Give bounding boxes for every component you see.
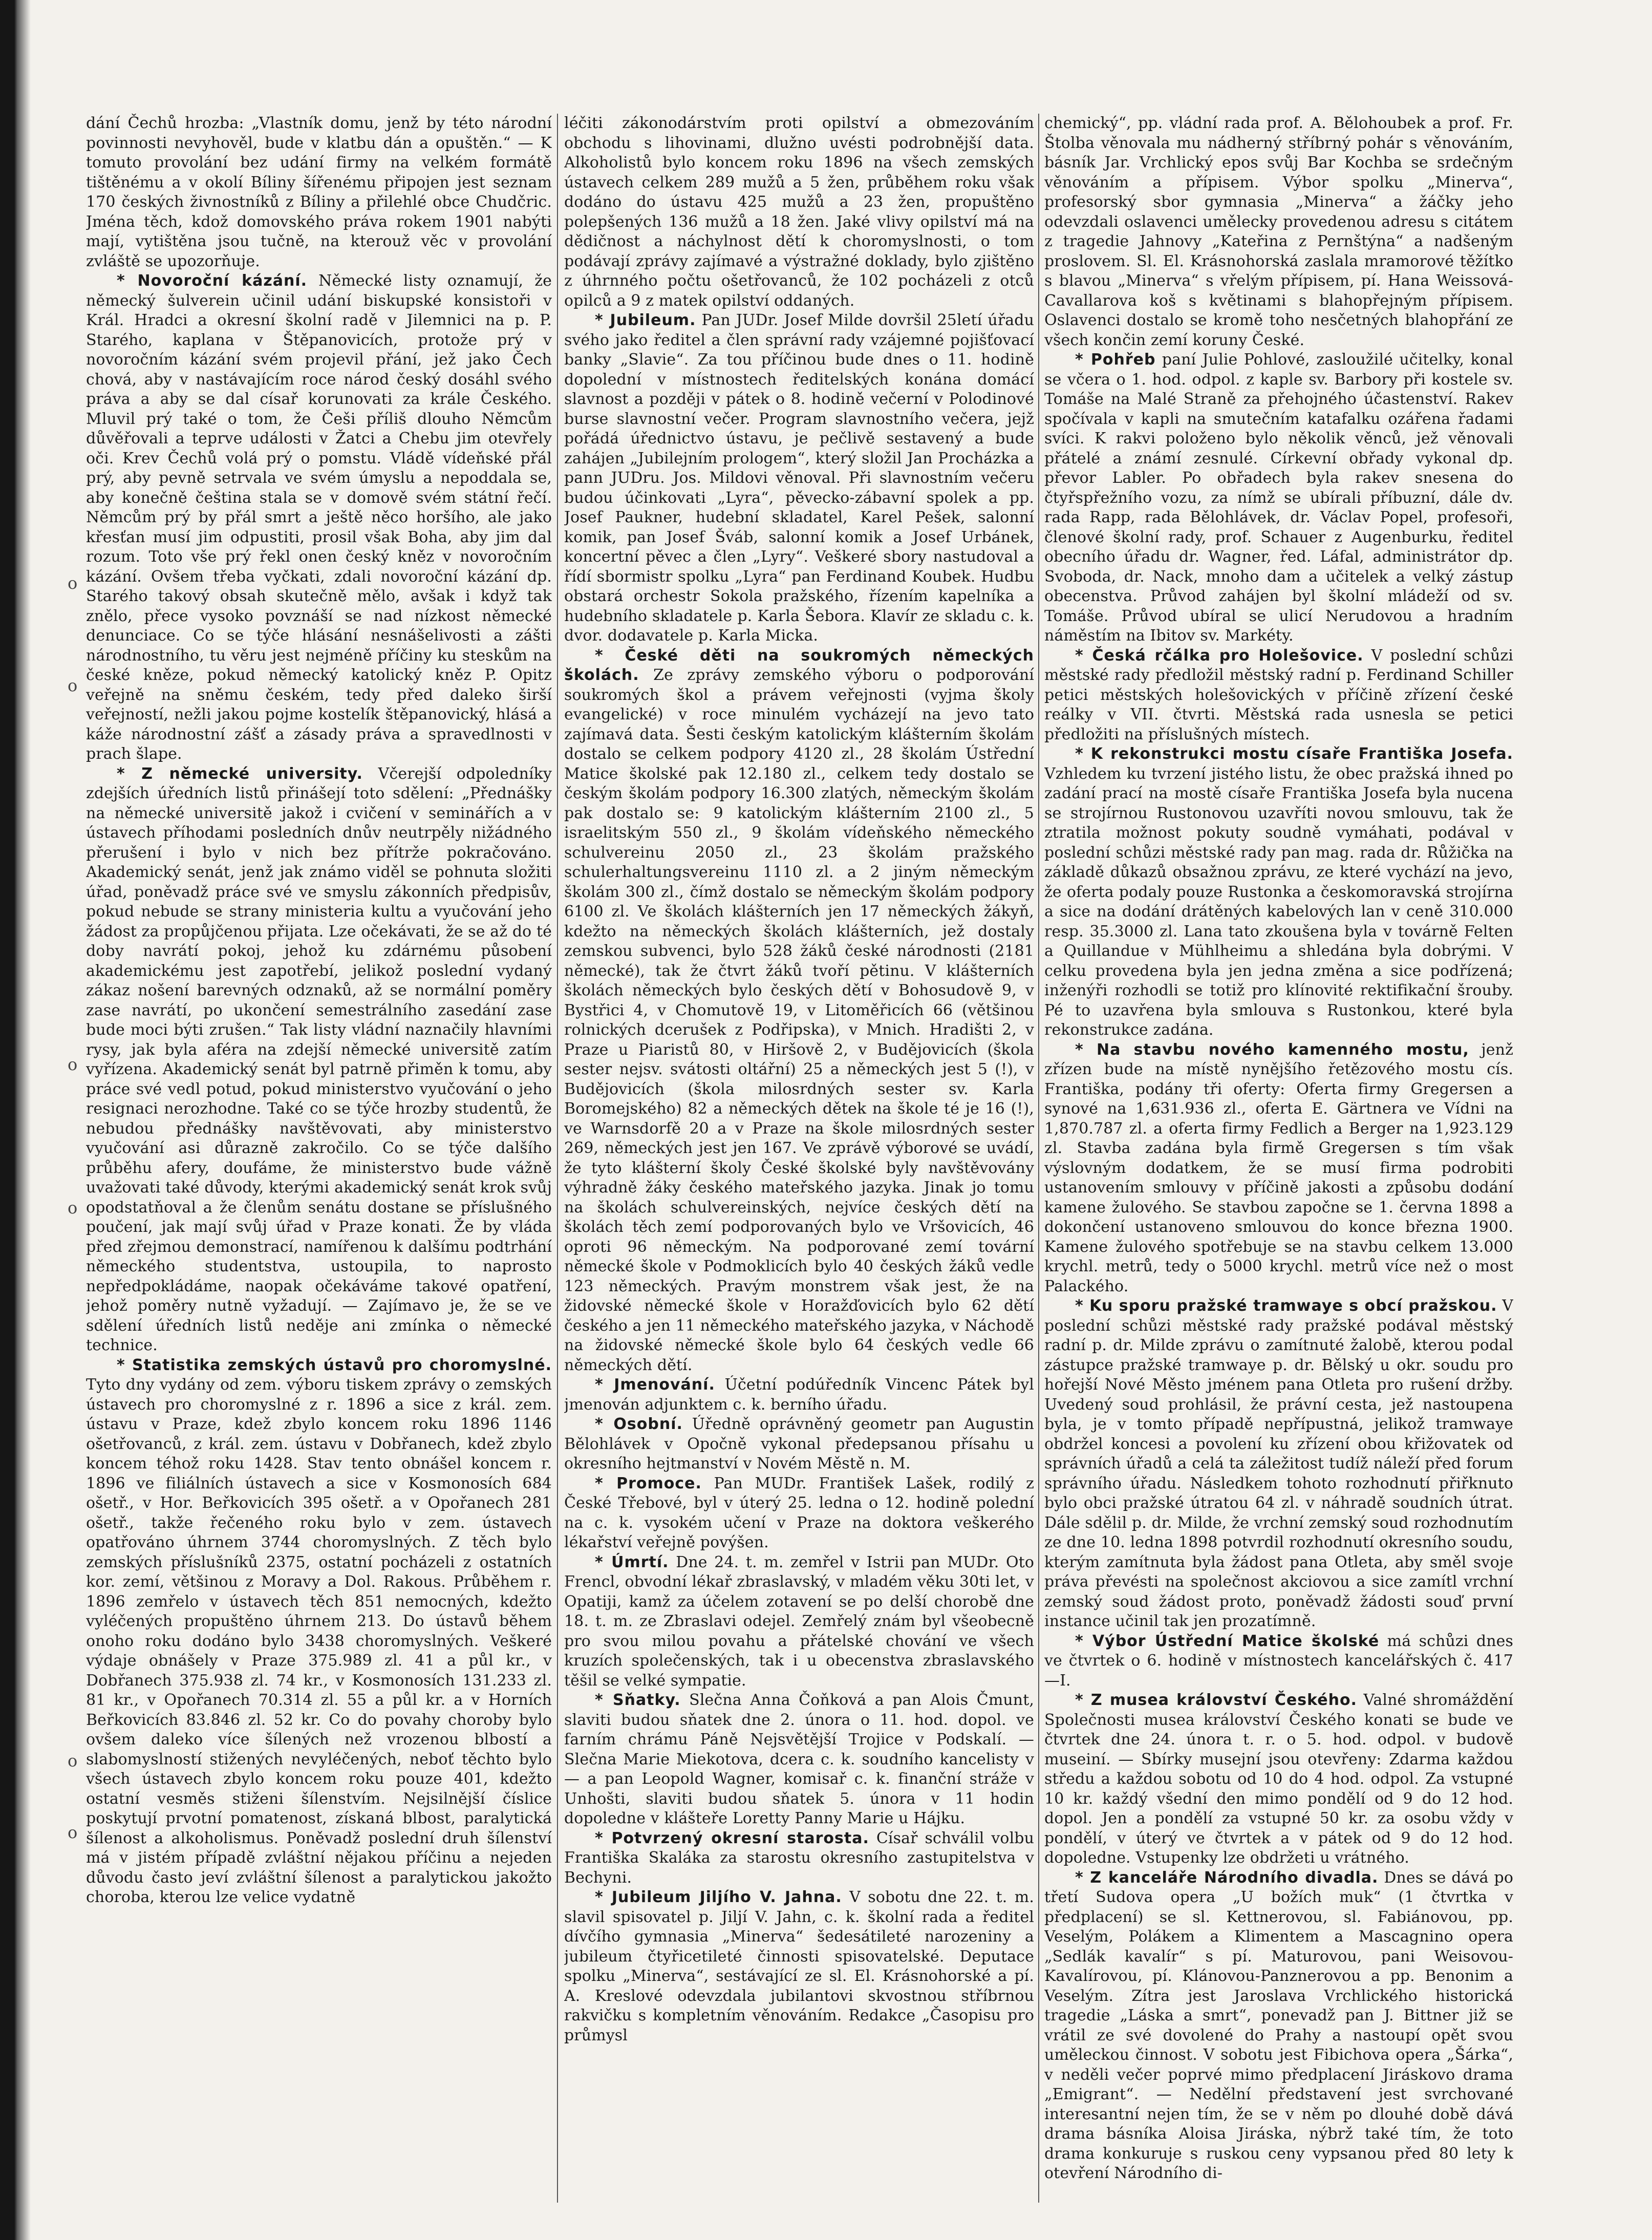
article (86, 114, 552, 271)
article-heading: * Potvrzený okresní starosta. (595, 1829, 869, 1847)
article-heading: * Z kanceláře Národního divadla. (1075, 1868, 1379, 1887)
article (86, 271, 552, 764)
article (1044, 744, 1513, 1040)
article-text: Dne 24. t. m. zemřel v Istrii pan MUDr. Oto Frencl, obvodní lékař zbraslavský, v mladém věku 30ti let, v Opatiji, kamž za účelem zotavení se po delší chorobě dne 18. t. m. ze Zbraslavi odejel. Zemřelý znám byl všeobecně pro svou milou povahu a přátelské chování ve všech kruzích společenských, tak i u obecenstva zbraslavského těšil se velké sympatie. (564, 1553, 1034, 1690)
article-text: Pan JUDr. Josef Milde dovršil 25letí úřadu svého jako ředitel a člen správní rady vzájemné pojišťovací banky „Slavie“. Za tou příčinou bude dnes o 11. hodině dopolední v místnostech ředitelských konána domácí slavnost a později v pátek o 8. hodině večerní v Polodinové burse slavnostní večer. Program slavnostního večera, jejž pořádá úřednictvo ústavu, je pečlivě sestavený a bude zahájen „Jubilejním prologem“, který složil Jan Procházka a pann JUDru. Jos. Mildovi věnoval. Při slavnostním večeru budou účinkovati „Lyra“, pěvecko-zábavní spolek a pp. Josef Paukner, hudební skladatel, Karel Pešek, salonní komik, pan Josef Šváb, salonní komik a Josef Urbánek, koncertní pěvec a člen „Lyry“. Veškeré sbory nastudoval a řídí sbormistr spolku „Lyra“ pan Ferdinand Koubek. Hudbu obstará orchestr Sokola pražského, řízením kapelníka a hudebního skladatele p. Karla Šebora. Klavír ze skladu c. k. dvor. dodavatele p. Karla Micka. (564, 311, 1034, 645)
article (86, 1356, 552, 1908)
article-heading: * Jubileum Jiljího V. Jahna. (595, 1888, 842, 1906)
column-1 (86, 114, 552, 2203)
article-text: Slečna Anna Čoňková a pan Alois Čmunt, slaviti budou sňatek dne 2. února o 11. hod. dopol. ve farním chrámu Páně Nejsvětější Trojice v Podskalí. — Slečna Marie Miekotova, dcera c. k. soudního kancelisty v — a pan Leopold Wagner, komisař c. k. finanční stráže v Unhošti, slaviti budou sňatek 5. února v 11 hodin dopoledne v klášteře Loretty Panny Marie u Hájku. (564, 1691, 1034, 1827)
article (1044, 1040, 1513, 1297)
margin-mark: o (68, 676, 78, 695)
article (1044, 1868, 1513, 2184)
article (564, 1553, 1034, 1691)
article-text: chemický“, pp. vládní rada prof. A. Bělohoubek a prof. Fr. Štolba věnovala mu nádherný stříbrný pohár s věnováním, básník Jar. Vrchlický epos svůj Bar Kochba se srdečným věnováním a přípisem. Výbor spolku „Minerva“, profesorský sbor gymnasia „Minerva“ a žáčky jeho odevzdali oslavenci umělecky provedenou adresu s citátem z tragedie Jahnovy „Kateřina z Pernštýna“ a nadšeným proslovem. Sl. El. Krásnohorská zaslala mramorové těžítko s blavou „Minerva“ s vřelým přípisem, pí. Hana Weissová-Cavallarova koš s květinami s blahopřejným přípisem. Oslavenci dostalo se kromě toho nesčetných blahopřání ze všech končin zemí koruny České. (1044, 114, 1513, 349)
margin-mark: o (68, 1198, 78, 1218)
column-2 (564, 114, 1034, 2203)
article-text: Tyto dny vydány od zem. výboru tiskem zprávy o zemských ústavech pro choromyslné z r. 1896 a sice z král. zem. ústavu v Praze, kdež zbylo koncem roku 1896 1146 ošetřovanců, z král. zem. ústavu v Dobřanech, kdež zbylo koncem téhož roku 1428. Stav tento obnášel koncem r. 1896 ve filiálních ústavech a sice v Kosmonosích 684 ošetř., v Hor. Beřkovicích 395 ošetř. a v Opořanech 281 ošetř., takže řečeného roku bylo v zem. ústavech opatřováno úhrnem 3744 choromyslných. Z těch bylo zemských příslušníků 2375, ostatní pocházeli z ostatních kor. zemí, většinou z Moravy a Dol. Rakous. Průběhem r. 1896 zemřelo v ústavech těch 851 nemocných, kdežto vyléčených propuštěno úhrnem 213. Do ústavů během onoho roku dodáno bylo 3438 choromyslných. Veškeré výdaje obnášely v Praze 375.989 zl. 41 a půl kr., v Dobřanech 375.938 zl. 74 kr., v Kosmonosích 131.233 zl. 81 kr., v Opořanech 70.314 zl. 55 a půl kr. a v Horních Beřkovicích 83.846 zl. 52 kr. Co do povahy choroby bylo ovšem daleko více šílených než vrozenou blbostí a slabomyslností stižených nevyléčených, neboť těchto bylo všech ústavech zbylo koncem roku pouze 401, kdežto ostatní vesměs stiženi šílenstvím. Nejsilnější číslice poskytují prvotní pomatenost, získaná blbost, paralytická šílenost a alkoholismus. Poněvadž poslední druh šílenství má v jistém případě zvláštní nějakou příčinu a nejeden důvodu často jeví zvláštní šílenost a paralytickou jakožto choroba, kterou lze velice vydatně (86, 1376, 552, 1906)
article-heading: * Úmrtí. (595, 1553, 669, 1571)
article-heading: * Jubileum. (595, 311, 696, 329)
article (1044, 1691, 1513, 1868)
margin-mark: o (68, 573, 78, 593)
article-heading: * Na stavbu nového kamenného mostu, (1075, 1040, 1469, 1059)
article (564, 646, 1034, 1376)
article-text: dání Čechů hrozba: „Vlastník domu, jenž by této národní povinnosti nevyhověl, bude v klatbu dán a opuštěn.“ — K tomuto provolání bez udání firmy na velkém formátě tištěnému a v okolí Bíliny šířenému připojen jest seznam 170 českých živnostníků z Bíliny a přilehlé obce Chudčric. Jména těch, kdož domovského práva rokem 1901 nabýti mají, vytištěna jsou tučně, na kterouž věc v provolání zvláště se upozorňuje. (86, 114, 552, 270)
article-heading: * Pohřeb (1075, 351, 1156, 369)
article-heading: * Výbor Ústřední Matice školské (1075, 1632, 1380, 1650)
article-heading: * Jmenování. (595, 1376, 715, 1394)
article (1044, 646, 1513, 745)
article (564, 1415, 1034, 1474)
article-text: jenž zřízen bude na místě nynějšího řetězového mostu cís. Františka, podány tři oferty: Oferta firmy Gregersen a synové na 1,631.936 zl., oferta E. Gärtnera ve Vídni na 1,870.787 zl. a oferta firmy Fedlich a Berger na 1,923.129 zl. Stavba zadána byla firmě Gregersen s tím však výslovným dodatkem, že se musí firma podrobiti ustanovením smlouvy v příčině jakosti a způsobu dodání kamene žulového. Se stavbou započne se 1. června 1898 a dokončení ustanoveno smlouvou do konce března 1900. Kamene žulového spotřebuje se na stavbu celkem 13.000 krychl. metrů, tedy o 5000 krychl. metrů více než o most Palackého. (1044, 1040, 1513, 1295)
margin-mark: o (68, 1055, 78, 1074)
article-text: Včerejší odpoledníky zdejších úředních listů přinášejí toto sdělení: „Přednášky na německé universitě jakož i cvičení v seminářích a v ústavech příhodami posledních dnův neutrpěly nižádného přerušení i bylo v nich bez přítrže pokračováno. Akademický senát, jenž jak známo viděl se pohnuta složiti úřad, poněvadž práce své ve smyslu zákonních předpisův, pokud nebude se strany ministeria kultu a vyučování jeho žádost za propůjčenou přijata. Lze očekávati, že se až do té doby navrátí pokoj, jehož ku zdárnému působení akademickému jest zapotřebí, jelikož poslední vydaný zákaz nošení barevných odznaků, až se normální poměry zase navrátí, po ukončení semestrálního zasedání zase bude moci býti zrušen.“ Tak listy vládní naznačily hlavními rysy, jak byla aféra na zdejší německé universitě zatím vyřízena. Akademický senát byl patrně přiměn k tomu, aby práce své vedl potud, pokud ministerstvo vyučování o jeho resignaci nerozhodne. Také co se týče hrozby studentů, že nebudou přednášky navštěvovati, aby ministerstvo vyučování asi důrazně zakročilo. Co se týče dalšího průběhu afery, doufáme, že ministerstvo bude vážně uvažovati také důvody, kterými akademický senát krok svůj opodstatňoval a že členům senátu dostane se příslušného poučení, jak mají svůj úřad v Praze konati. Že by vláda před zřejmou demonstrací, namířenou k dalšímu podtrhání německého studentstva, ustoupila, to naprosto nepředpokládáme, naopak očekáváme takové opatření, jehož poměry nutně vyžadují. — Zajímavo je, že se ve sdělení úředních listů neděje ani zmínka o německé technice. (86, 764, 552, 1354)
article-text: V poslední schůzi městské rady předložil městský radní p. Ferdinand Schiller petici městských holešovických v příčině zřízení české reálky v VII. čtvrti. Městská rada usnesla se petici předložiti na příslušných místech. (1044, 646, 1513, 743)
article-heading: * Statistika zemských ústavů pro choromyslné. (117, 1356, 552, 1374)
article-text: V sobotu dne 22. t. m. slavil spisovatel p. Jiljí V. Jahn, c. k. školní rada a ředitel dívčího gymnasia „Minerva“ šedesátileté narozeniny a jubileum čtyřicetileté činnosti spisovatelské. Deputace spolku „Minerva“, sestávající ze sl. El. Krásnohorské a pí. A. Kreslové odevzdala jubilantovi skvostnou stříbrnou rakvičku s kompletním věnováním. Redakce „Časopisu pro průmysl (564, 1888, 1034, 2044)
margin-mark: o (68, 1751, 78, 1770)
article-text: Úředně oprávněný geometr pan Augustin Bělohlávek v Opočně vykonal předepsanou přísahu u okresního hejtmanství v Novém Městě n. M. (564, 1415, 1034, 1473)
article (86, 764, 552, 1356)
article-text: Ze zprávy zemského výboru o podporování soukromých škol a právem veřejnosti (vyjma školy evangelické) v roce minulém vycházejí na jevo tato zajímavá data. Šesti českým katolickým klášterním školám dostalo se celkem podpory 4120 zl., 28 školám Ústřední Matice školské pak 12.180 zl., celkem tedy dostalo se českým školám podpory 16.300 zlatých, německým školám pak dostalo se: 9 katolickým klášterním 2100 zl., 5 israelitským 550 zl., 9 školám vídeňského německého schulvereinu 2050 zl., 23 školám pražského schulerhaltungsvereinu 1110 zl. a 2 jiným německým školám 300 zl., čímž dostalo se německým školám podpory 6100 zl. Ve školách klášterních jen 17 německých žákyň, kdežto na německých školách klášterních, jež dostaly zemskou subvenci, bylo 528 žáků české národnosti (2181 německé), tak že čtvrt žáků tvoří pětinu. V klášterních školách německých bylo českých dětí v Bohosudově 9, v Bystřici 4, v Chomutově 19, v Litoměřicích 66 (většinou rolnických dcerušek z Podřipska), v Mnich. Hradišti 2, v Praze u Piaristů 80, v Hiršově 2, v Budějovicích (škola sester nejsv. svátosti oltářní) 25 a německých jest 5 (!), v Budějovicích (škola milosrdných sester sv. Karla Boromejského) 82 a německých dětek na škole té je 16 (!), ve Warnsdorfě 20 a v Praze na škole milosrdných sester 269, německých jest jen 167. Ve zprávě výborové se uvádí, že tyto klášterní školy České školské byly navštěvovány výhradně žáky českého mateřského jazyka. Jinak jo tomu na školách schulvereinských, nejvíce českých dětí na školách těch zemí podporovaných bylo ve Vršovicích, 46 oproti 96 německým. Na podporované zemí tovární německé škole v Podmoklicích bylo 40 českých žáků vedle 123 německých. Pravým monstrem však jest, že na židovské německé škole v Horažďovicích bylo 62 dětí českého a jen 11 německého mateřského jazyka, v Náchodě na židovské německé škole bylo 64 českých vedle 66 německých dětí. (564, 666, 1034, 1374)
article-heading: * Česká rčálka pro Holešovice. (1075, 646, 1364, 665)
article-heading: * K rekonstrukci mostu císaře Františka Josefa. (1075, 745, 1513, 763)
article-heading: * Promoce. (595, 1474, 702, 1492)
article-heading: * Z musea království Českého. (1075, 1691, 1357, 1709)
margin-mark: o (68, 1823, 78, 1842)
scan-edge (0, 0, 46, 2240)
article (564, 114, 1034, 311)
article-heading: * Osobní. (595, 1415, 683, 1433)
article (564, 1691, 1034, 1829)
article-text: má schůzi dnes ve čtvrtek o 6. hodině v místnostech kancelářských č. 417—I. (1044, 1632, 1513, 1690)
article (1044, 1296, 1513, 1632)
article-text: léčiti zákonodárstvím proti opilství a obmezováním obchodu s lihovinami, dlužno uvésti podrobnější data. Alkoholistů bylo koncem roku 1896 na všech zemských ústavech celkem 289 mužů a 5 žen, průběhem roku však dodáno do ústavu 425 mužů a 23 žen, propuštěno polepšených 136 mužů a 18 žen. Jaké vlivy opilství má na dědičnost a náchylnost dětí k choromyslnosti, o tom podávají zprávy zajímavé a výstražné doklady, bylo zjištěno z úhrnného počtu ošetřovanců, že 102 pocházeli z otců opilců a 9 z matek opilství oddaných. (564, 114, 1034, 310)
article-heading: * Novoroční kázání. (117, 272, 308, 290)
article (1044, 350, 1513, 646)
article-heading: * Ku sporu pražské tramwaye s obcí pražskou. (1075, 1297, 1497, 1315)
column-3 (1044, 114, 1513, 2203)
article (564, 1829, 1034, 1888)
article (564, 311, 1034, 646)
article-text: Německé listy oznamují, že německý šulverein učinil udání biskupské konsistoři v Král. Hradci a okresní školní radě v Jilemnici na p. P. Starého, kaplana v Štěpanovicích, protože prý v novoročním kázání svém projevil přání, jež jako Čech chová, aby v nastávajícím roce národ český dosáhl svého práva a aby se dal císař korunovati za krále Českého. Mluvil prý také o tom, že Češi příliš dlouho Němcům důvěřovali a teprve události v Žatci a Chebu jim otevřely oči. Krev Čechů volá prý o pomstu. Vládě vídeňské přál prý, aby pevně setrvala ve svém úmyslu a nepoddala se, aby konečně čeština stala se v domově svém státní řečí. Němcům prý by přál smrt a ještě něco horšího, ale jako křesťan musí jim odpustiti, prosil však Boha, aby jim dal rozum. Toto vše prý řekl onen český kněz v novoročním kázání. Ovšem třeba vyčkati, zdali novoroční kázání dp. Starého takový obsah skutečně mělo, avšak i když tak znělo, přece vysoko povznáší se nad nízkost německé denunciace. Co se týče hlásání nesnášelivosti a zášti národnostního, tu věru jest nejméně příčiny ku steskům na české kněze, pokud německý katolický kněz P. Opitz veřejně na sněmu českém, tedy před daleko širší veřejností, nežli jakou pojme kostelík štěpanovický, hlásá a káže národnostní zášť a zásady práva a spravedlnosti v prach šlape. (86, 272, 552, 763)
article-heading: * České děti na soukromých německých školách. (564, 646, 1034, 684)
article-text: Císař schválil volbu Františka Skalákа za starostu okresního zastupitelstva v Bechyni. (564, 1829, 1034, 1887)
article-heading: * Sňatky. (595, 1691, 681, 1709)
column-rule (1038, 114, 1039, 2203)
article-text: Vzhledem ku tvrzení jistého listu, že obec pražská ihned po zadání prací na mostě císaře Františka Josefa byla nucena se strojírnou Rustonovou uzavříti novou smlouvu, tak že ztratila možnost pokuty soudně vymáhati, podával v poslední schůzi městské rady pan mag. rada dr. Růžička na základě důkazů obsažnou zprávu, ze které vychází na jevo, že oferta podaly pouze Rustonka a českomoravská strojírna a sice na dodání drátěných kabelových lan v ceně 310.000 resp. 35.3000 zl. Lana tato zkoušena byla v továrně Felten a Quillandue v Mühlheimu a shledána byla dobrými. V celku provedena byla jen jedna změna a sice podřízená; inženýři rozhodli se totiž pro klínovité rektifikační šrouby. Pé to uzavřena byla smlouva s Rustonkou, které byla rekonstrukce zadána. (1044, 764, 1513, 1039)
article-text: Pan MUDr. František Lašek, rodilý z České Třebové, byl v úterý 25. ledna o 12. hodině polední na c. k. vysokém učení v Praze na doktora veškerého lékařství veřejně povýšen. (564, 1474, 1034, 1551)
article-text: Dnes se dává po třetí Sudova opera „U božích muk“ (1 čtvrtka v předplacení) se sl. Kettnerovou, sl. Fabiánovou, pp. Veselým, Polákem a Klimentem a Mascagnino opera „Sedlák kavalír“ s pí. Maturovou, pani Weisovou-Kavalírovou, pí. Klánovou-Panznerovou a pp. Benonim a Veselým. Zítra jest Jaroslava Vrchlického historická tragedie „Láska a smrt“, ponevadž pan J. Bittner již se vrátil ze své dovolené do Prahy a nastoupí opět svou uměleckou činnost. V sobotu jest Fibichova opera „Šárka“, v neděli večer poprvé mimo předplacení Jiráskovo drama „Emigrant“. — Nedělní představení jest svrchované interesantní nejen tím, že se v něm po dlouhé době dává drama básníka Aloisa Jiráska, nýbrž také tím, že toto drama konkuruje s ruskou ceny vypsanou před 80 lety k otevření Národního di- (1044, 1868, 1513, 2182)
article (564, 1888, 1034, 2045)
column-rule (557, 114, 558, 2203)
article (1044, 1632, 1513, 1691)
article (564, 1375, 1034, 1415)
article-heading: * Z německé university. (117, 764, 363, 783)
article-text: paní Julie Pohlové, zasloužilé učitelky, konal se včera o 1. hod. odpol. z kaple sv. Barbory při kostele sv. Tomáše na Malé Straně za přehojného účastenství. Rakev spočívala v kapli na smutečním katafalku ozářena řadami svíci. K rakvi položeno bylo několik věnců, jež věnovali přátelé a známí zesnulé. Církevní obřady vykonal dp. převor Labler. Po obřadech byla rakev snesena do čtyřspřežního vozu, za nímž se ubírali příbuzní, dále dv. rada Rapp, rada Bělohlávek, dr. Václav Popel, profesoři, členové školní rady, prof. Schauer z Augenburku, ředitel obecního úřadu dr. Wagner, řed. Láfal, administrátor dp. Svoboda, dr. Nack, mnoho dam a učitelek a velký zástup obecenstva. Průvod zahájen byl školní mládeží od sv. Tomáše. Průvod ubíral se ulicí Nerudovou a hradním náměstím na Ibitov sv. Markéty. (1044, 351, 1513, 645)
article-text: Účetní podúředník Vincenc Pátek byl jmenován adjunktem c. k. berního úřadu. (564, 1376, 1034, 1414)
article-text: Valné shromáždění Společnosti musea království Českého konati se bude ve čtvrtek dne 24. února t. r. o 5. hod. odpol. v budově museiní. — Sbírky musejní jsou otevřeny: Zdarma každou středu a každou sobotu od 10 do 4 hod. odpol. Za vstupné 10 kr. každý všední den mimo pondělí od 9 do 12 hod. dopol. Jen a pondělí za vstupné 50 kr. za osobu vždy v pondělí, v úterý ve čtvrtek a v pátek od 9 do 12 hod. dopoledne. Vstupenky lze obdržeti u vrátného. (1044, 1691, 1513, 1867)
article-text: V poslední schůzi městské rady pražské podával městský radní p. dr. Milde zprávu o zamítnuté žalobě, kterou podal zástupce pražské tramwaye p. dr. Bělský u okr. soudu pro hořejší Nové Město jménem pana Otleta pro rušení držby. Uvedený soud prohlásil, že právní cesta, jež nastoupena byla, je v tomto případě nepřípustná, jelikož tramwaye obdržel koncesi a povolení ku zřízení obou křižovatek od správních úřadů a celá ta záležitost tudíž náleží před forum správního úřadu. Následkem tohoto rozhodnutí přiřknuto bylo obci pražské útratou 64 zl. v náhradě soudních útrat. Dále sdělil p. dr. Milde, že vrchní zemský soud rozhodnutím ze dne 10. ledna 1898 potvrdil rozhodnutí okresního soudu, kterým zamítnuta byla žádost pana Otleta, aby směl svoje práva převésti na společnost akciovou a sice zamítl vrchní zemský soud žádost proto, poněvadž žádosti souď první instance učinil tak jen prozatímně. (1044, 1297, 1513, 1630)
article (1044, 114, 1513, 350)
article (564, 1474, 1034, 1553)
